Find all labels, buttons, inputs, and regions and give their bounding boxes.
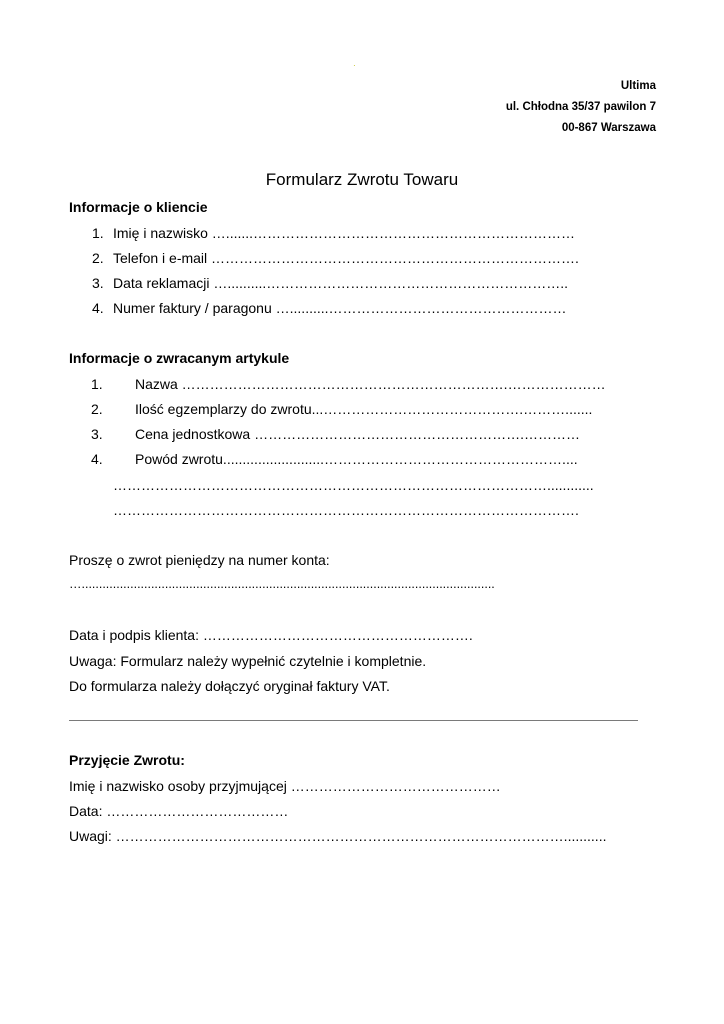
reason-continuation-line: ………………………………………………………………………………………. xyxy=(113,502,579,518)
client-item-text: Imię i nazwisko ….......…………………………………………………………… xyxy=(113,225,576,241)
article-item-number: 4. xyxy=(91,451,103,467)
article-section-heading: Informacje o zwracanym artykule xyxy=(69,350,290,366)
company-address xyxy=(506,76,656,139)
receiver-name-line: Imię i nazwisko osoby przyjmującej ……………………………………… xyxy=(69,778,501,794)
company-city: 00-867 Warszawa xyxy=(561,122,656,134)
client-item-text: Numer faktury / paragonu …..........…………………………………………… xyxy=(113,300,567,316)
article-item-number: 1. xyxy=(91,376,103,392)
client-item-number: 2. xyxy=(92,250,104,266)
article-item-text: Cena jednostkowa ………………………………………………….………… xyxy=(135,426,580,442)
article-item-name xyxy=(91,376,606,392)
refund-label: Proszę o zwrot pieniędzy na numer konta: xyxy=(69,552,330,568)
client-item-phone xyxy=(92,250,579,266)
client-signature-line: Data i podpis klienta: …………………………………………………. xyxy=(69,627,473,643)
client-item-text: Data reklamacji …..........……………………………………………………….. xyxy=(113,275,569,291)
note-attach-invoice: Do formularza należy dołączyć oryginał faktury VAT. xyxy=(69,678,390,694)
page-title: Formularz Zwrotu Towaru xyxy=(265,170,459,189)
small-mark: · xyxy=(353,61,356,70)
client-section-heading: Informacje o kliencie xyxy=(69,199,208,215)
client-item-number: 4. xyxy=(92,300,104,316)
client-item-invoice xyxy=(92,300,567,316)
article-item-quantity xyxy=(91,401,592,417)
company-street: ul. Chłodna 35/37 pawilon 7 xyxy=(505,101,656,113)
client-item-name xyxy=(92,225,575,241)
client-item-number: 3. xyxy=(92,275,104,291)
article-item-text: Powód zwrotu..........................…………………………………………….... xyxy=(135,451,578,467)
client-item-date xyxy=(92,275,568,291)
article-item-text: Nazwa …………………………………………………………….………………… xyxy=(135,376,606,392)
reason-continuation-line: …………………………………………………………………………………............ xyxy=(113,477,594,493)
account-number-line: …....................................................................................................................... xyxy=(69,577,495,591)
note-fill-legibly: Uwaga: Formularz należy wypełnić czytelnie i kompletnie. xyxy=(69,653,427,669)
acceptance-heading: Przyjęcie Zwrotu: xyxy=(69,752,185,768)
article-item-number: 3. xyxy=(91,426,103,442)
acceptance-notes-line: Uwagi: ……………………………………………………………………………………........... xyxy=(69,828,607,844)
client-item-text: Telefon i e-mail ……………………………………………………………………. xyxy=(113,250,579,266)
article-item-price xyxy=(91,426,580,442)
article-item-text: Ilość egzemplarzy do zwrotu...…………………………………….………....... xyxy=(135,401,593,417)
company-name: Ultima xyxy=(620,80,656,92)
article-item-number: 2. xyxy=(91,401,103,417)
client-item-number: 1. xyxy=(92,225,104,241)
article-item-reason xyxy=(91,451,578,467)
acceptance-date-line: Data: ………………………………… xyxy=(69,803,289,819)
section-divider xyxy=(69,720,638,721)
